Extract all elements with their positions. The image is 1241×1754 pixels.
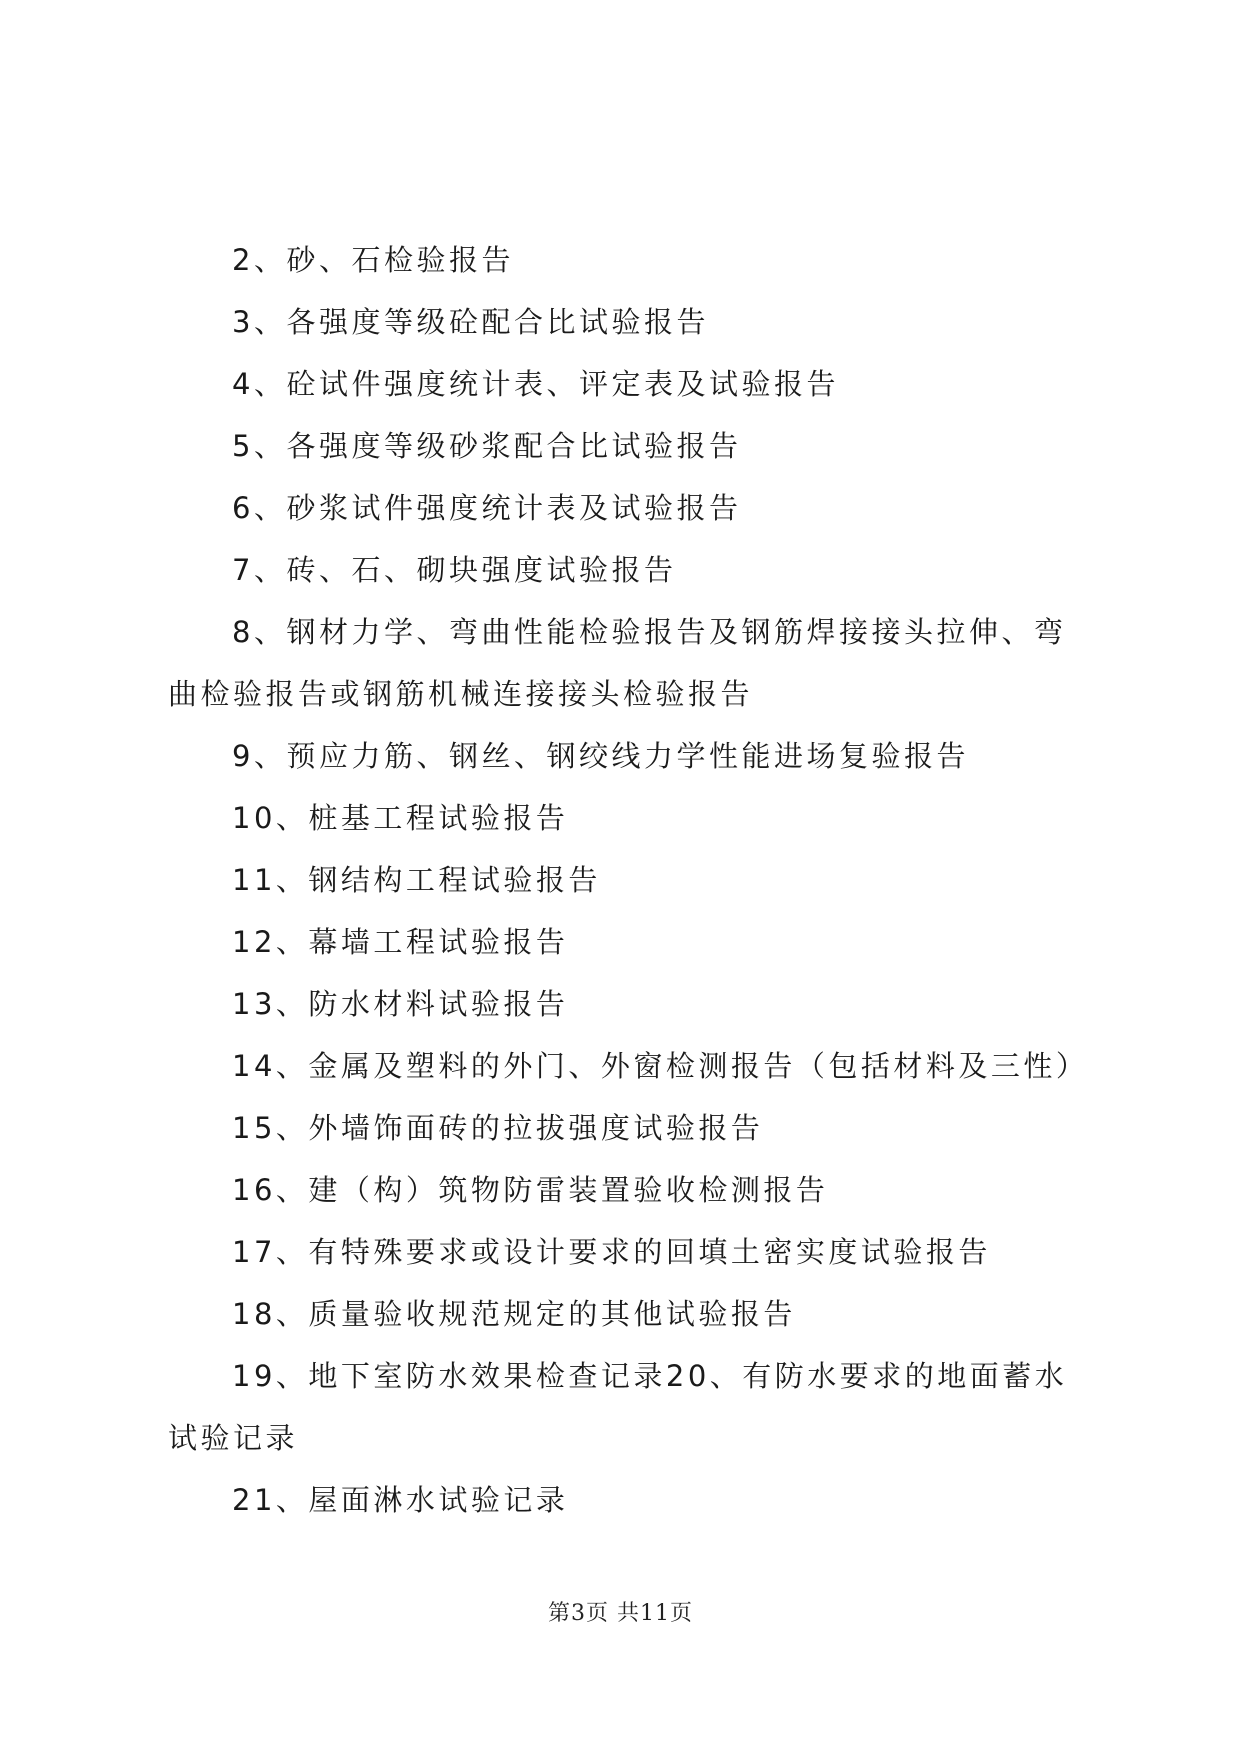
- list-item: 11、钢结构工程试验报告: [232, 863, 601, 897]
- list-item: 13、防水材料试验报告: [232, 987, 569, 1021]
- list-item: 4、砼试件强度统计表、评定表及试验报告: [232, 367, 839, 401]
- list-item: 10、桩基工程试验报告: [232, 801, 569, 835]
- page-number-footer: 第3页 共11页: [548, 1601, 693, 1626]
- document-body: [168, 229, 1089, 1531]
- list-item: 16、建（构）筑物防雷装置验收检测报告: [232, 1173, 829, 1207]
- list-item: 12、幕墙工程试验报告: [232, 925, 569, 959]
- list-item: 8、钢材力学、弯曲性能检验报告及钢筋焊接接头拉伸、弯曲检验报告或钢筋机械连接接头检验报告: [168, 615, 1067, 711]
- list-item: 21、屋面淋水试验记录: [232, 1483, 569, 1517]
- list-item: 18、质量验收规范规定的其他试验报告: [232, 1297, 796, 1331]
- list-item: 9、预应力筋、钢丝、钢绞线力学性能进场复验报告: [232, 739, 969, 773]
- list-item: 2、砂、石检验报告: [232, 243, 514, 277]
- list-item: 14、金属及塑料的外门、外窗检测报告（包括材料及三性）: [232, 1049, 1089, 1083]
- list-item: 7、砖、石、砌块强度试验报告: [232, 553, 677, 587]
- list-item: 15、外墙饰面砖的拉拔强度试验报告: [232, 1111, 764, 1145]
- list-item: 3、各强度等级砼配合比试验报告: [232, 305, 709, 339]
- list-item: 5、各强度等级砂浆配合比试验报告: [232, 429, 742, 463]
- list-item: 17、有特殊要求或设计要求的回填土密实度试验报告: [232, 1235, 991, 1269]
- list-item: 6、砂浆试件强度统计表及试验报告: [232, 491, 742, 525]
- list-item: 19、地下室防水效果检查记录20、有防水要求的地面蓄水试验记录: [168, 1359, 1068, 1455]
